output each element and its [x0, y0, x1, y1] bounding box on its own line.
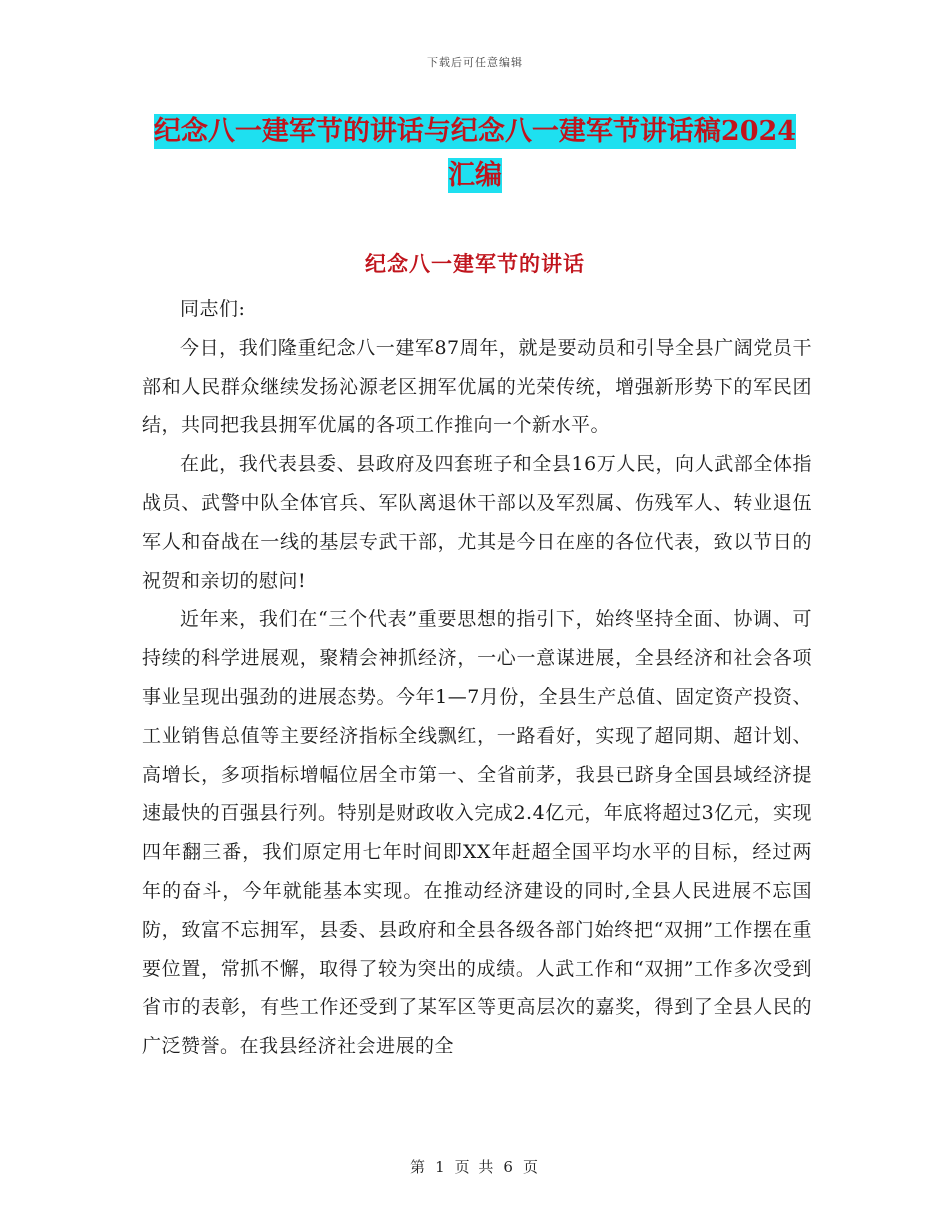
- document-body: [142, 290, 812, 1066]
- page-number-current: 1: [435, 1158, 447, 1176]
- page-number-total: 6: [503, 1158, 515, 1176]
- footer-prefix: 第: [410, 1158, 428, 1176]
- paragraph-salutation: 同志们:: [180, 298, 246, 320]
- page-footer: [0, 1156, 950, 1177]
- header-note: 下载后可任意编辑: [427, 56, 523, 69]
- document-title-line2: 汇编: [448, 160, 502, 191]
- paragraph: 近年来，我们在“三个代表”重要思想的指引下，始终坚持全面、协调、可持续的科学进展观，聚精会神抓经济，一心一意谋进展，全县经济和社会各项事业呈现出强劲的进展态势。今年1—7月份，全县生产总值、固定资产投资、工业销售总值等主要经济指标全线飘红，一路看好，实现了超同期、超计划、高增长，多项指标增幅位居全市第一、全省前茅，我县已跻身全国县域经济提速最快的百强县行列。特别是财政收入完成2.4亿元，年底将超过3亿元，实现四年翻三番，我们原定用七年时间即XX年赶超全国平均水平的目标，经过两年的奋斗，今年就能基本实现。在推动经济建设的同时,全县人民进展不忘国防，致富不忘拥军，县委、县政府和全县各级各部门始终把“双拥”工作摆在重要位置，常抓不懈，取得了较为突出的成绩。人武工作和“双拥”工作多次受到省市的表彰，有些工作还受到了某军区等更高层次的嘉奖，得到了全县人民的广泛赞誉。在我县经济社会进展的全: [142, 608, 812, 1058]
- footer-suffix: 页: [522, 1158, 540, 1176]
- section-title: 纪念八一建军节的讲话: [365, 251, 585, 276]
- paragraph: 今日，我们隆重纪念八一建军87周年，就是要动员和引导全县广阔党员干部和人民群众继续发扬沁源老区拥军优属的光荣传统，增强新形势下的军民团结，共同把我县拥军优属的各项工作推向一个新水平。: [142, 336, 812, 437]
- document-title-line1: 纪念八一建军节的讲话与纪念八一建军节讲话稿2024: [153, 116, 797, 147]
- paragraph: 在此，我代表县委、县政府及四套班子和全县16万人民，向人武部全体指战员、武警中队全体官兵、军队离退休干部以及军烈属、伤残军人、转业退伍军人和奋战在一线的基层专武干部，尤其是今日在座的各位代表，致以节日的祝贺和亲切的慰问!: [142, 453, 812, 592]
- footer-mid: 页 共: [454, 1158, 496, 1176]
- document-title: [140, 110, 810, 198]
